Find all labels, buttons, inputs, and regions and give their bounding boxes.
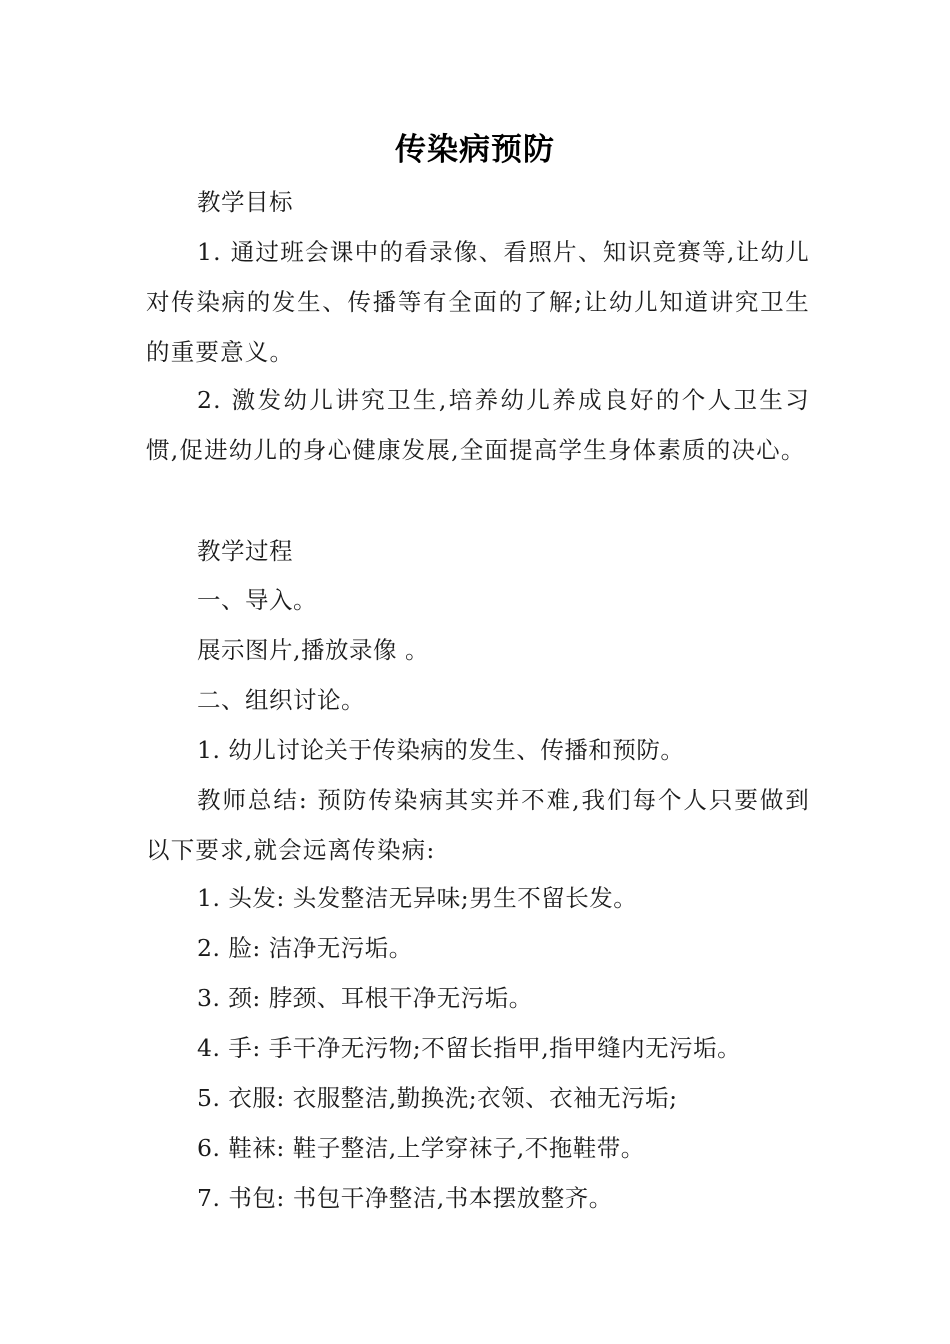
goal-heading — [146, 177, 810, 227]
step-intro-detail — [146, 625, 810, 675]
requirement-item — [146, 1173, 810, 1223]
goal-heading-text: 教学目标 — [197, 188, 293, 216]
teacher-summary — [146, 775, 810, 875]
step-discussion-text: 二、组织讨论。 — [197, 686, 365, 714]
step-intro-detail-text: 展示图片,播放录像 。 — [197, 636, 429, 664]
requirement-item — [146, 923, 810, 973]
requirement-item — [146, 873, 810, 923]
goal-item-1-text: 1. 通过班会课中的看录像、看照片、知识竞赛等,让幼儿对传染病的发生、传播等有全面的了解;让幼儿知道讲究卫生的重要意义。 — [146, 238, 810, 366]
requirement-clothes: 5. 衣服: 衣服整洁,勤换洗;衣领、衣袖无污垢; — [197, 1084, 678, 1112]
discussion-item-1-text: 1. 幼儿讨论关于传染病的发生、传播和预防。 — [197, 736, 685, 764]
teacher-summary-text: 教师总结: 预防传染病其实并不难,我们每个人只要做到以下要求,就会远离传染病: — [146, 786, 810, 864]
requirement-schoolbag: 7. 书包: 书包干净整洁,书本摆放整齐。 — [197, 1184, 613, 1212]
goal-item-1 — [146, 227, 810, 377]
goal-item-2 — [146, 375, 810, 475]
requirement-item — [146, 1073, 810, 1123]
process-heading — [146, 526, 810, 576]
step-intro — [146, 575, 810, 625]
discussion-item-1 — [146, 725, 810, 775]
requirement-shoes: 6. 鞋袜: 鞋子整洁,上学穿袜子,不拖鞋带。 — [197, 1134, 645, 1162]
document-title: 传染病预防 — [395, 132, 555, 168]
requirement-item — [146, 1123, 810, 1173]
step-discussion — [146, 675, 810, 725]
requirement-hands: 4. 手: 手干净无污物;不留长指甲,指甲缝内无污垢。 — [197, 1034, 742, 1062]
goal-item-2-text: 2. 激发幼儿讲究卫生,培养幼儿养成良好的个人卫生习惯,促进幼儿的身心健康发展,全面提高学生身体素质的决心。 — [146, 386, 810, 464]
process-heading-text: 教学过程 — [197, 537, 293, 565]
requirement-neck: 3. 颈: 脖颈、耳根干净无污垢。 — [197, 984, 533, 1012]
step-intro-text: 一、导入。 — [197, 586, 317, 614]
requirement-face: 2. 脸: 洁净无污垢。 — [197, 934, 413, 962]
requirement-hair: 1. 头发: 头发整洁无异味;男生不留长发。 — [197, 884, 638, 912]
requirement-item — [146, 1023, 810, 1073]
requirement-item — [146, 973, 810, 1023]
